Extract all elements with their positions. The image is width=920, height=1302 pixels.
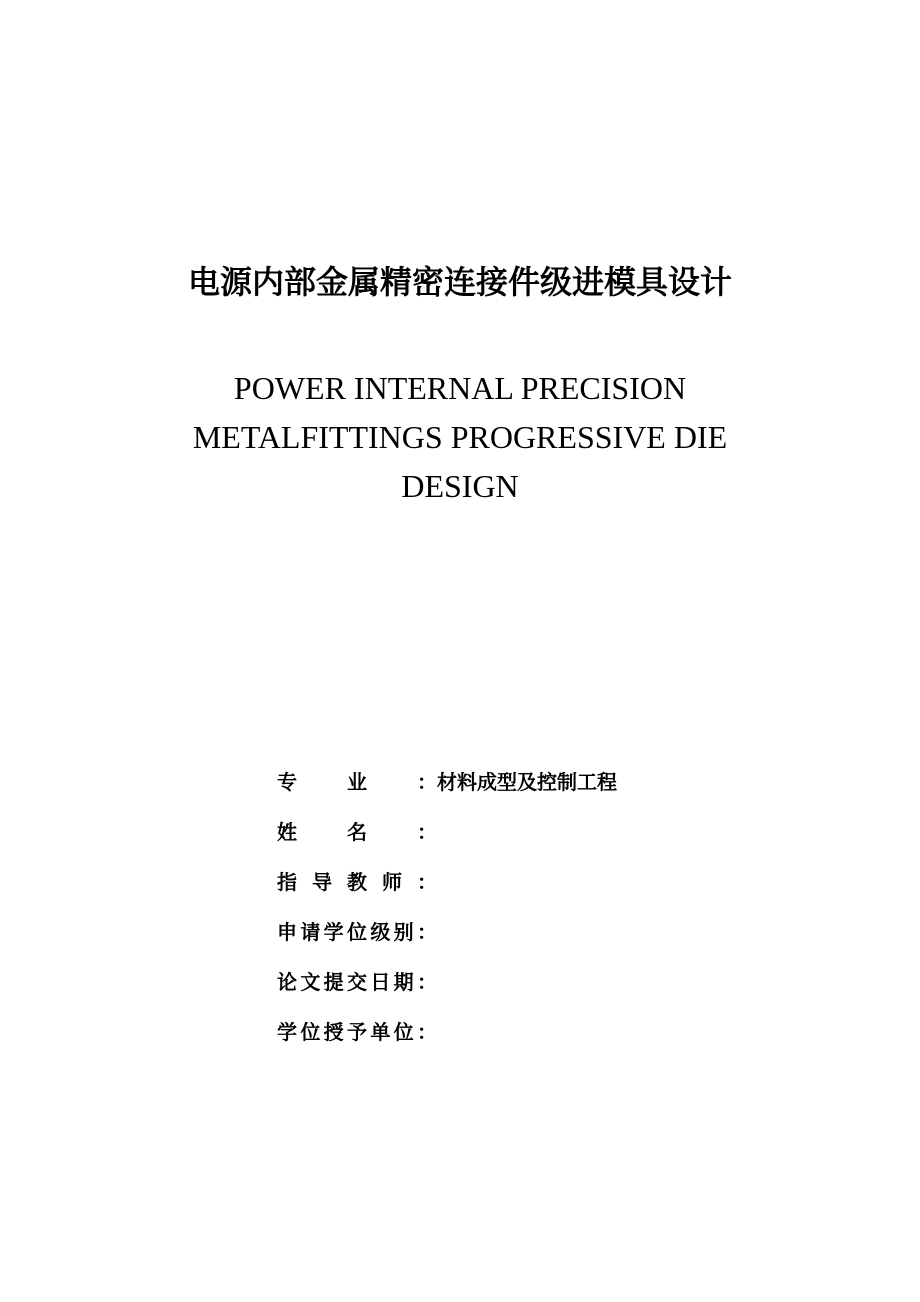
degree-level-label: 申请学位级别： <box>277 920 437 944</box>
submission-date-label: 论文提交日期： <box>277 970 437 994</box>
info-row-advisor <box>277 864 837 914</box>
thesis-title-chinese: 电源内部金属精密连接件级进模具设计 <box>187 263 732 301</box>
title-en-line: METALFITTINGS PROGRESSIVE DIE <box>192 419 728 455</box>
major-label: 专业： <box>277 770 437 794</box>
info-row-name <box>277 814 837 864</box>
info-row-degree-unit <box>277 1014 837 1064</box>
degree-unit-label: 学位授予单位： <box>277 1020 437 1044</box>
info-row-degree-level <box>277 914 837 964</box>
advisor-label: 指导教师： <box>277 870 437 894</box>
thesis-title-english <box>0 364 920 511</box>
info-row-major <box>277 764 837 814</box>
title-en-line: DESIGN <box>401 468 519 504</box>
info-row-submission-date <box>277 964 837 1014</box>
title-en-line: POWER INTERNAL PRECISION <box>233 370 687 406</box>
major-value: 材料成型及控制工程 <box>437 770 617 794</box>
name-label: 姓名： <box>277 820 437 844</box>
thesis-info-block <box>277 764 837 1064</box>
